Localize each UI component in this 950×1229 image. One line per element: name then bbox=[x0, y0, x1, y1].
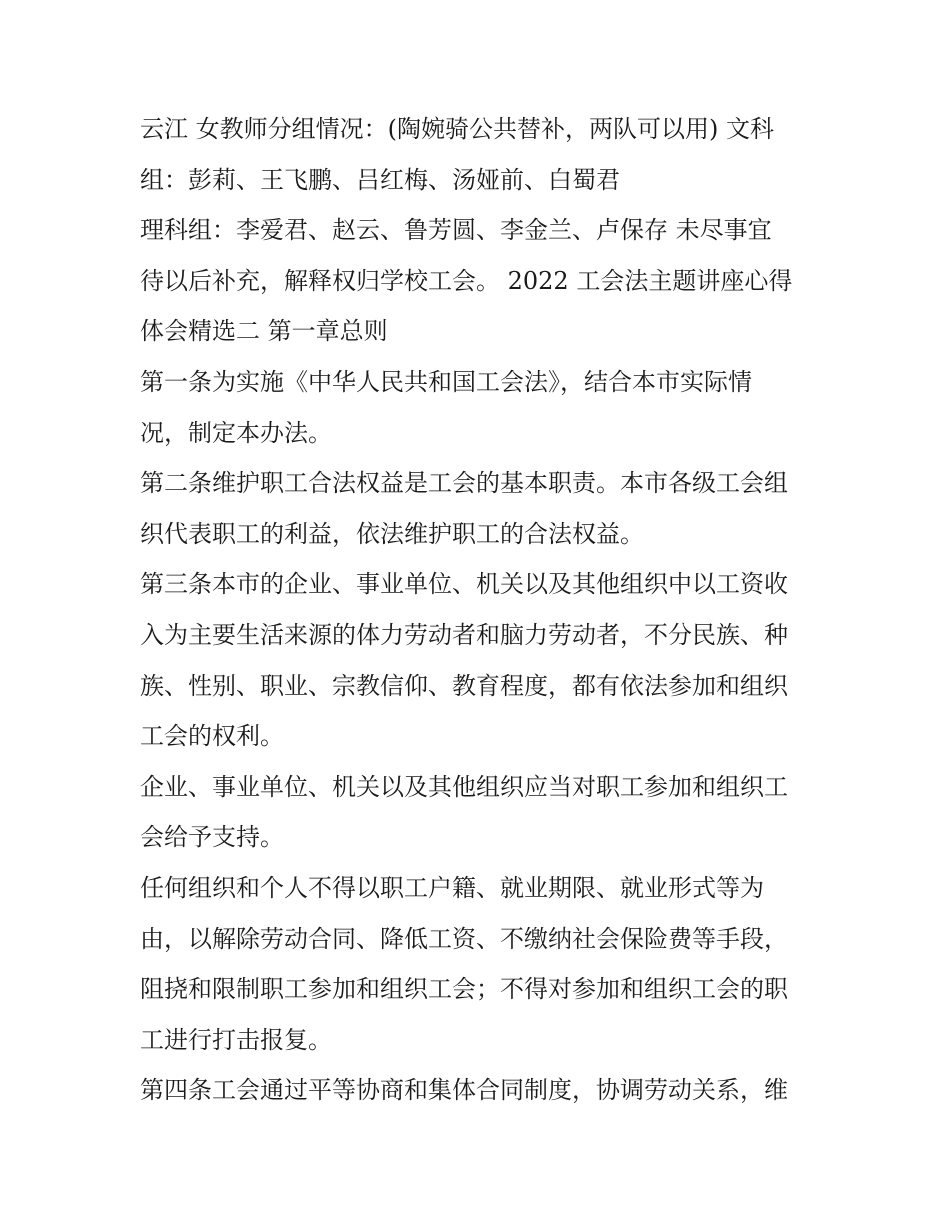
text-line: 织代表职工的利益，依法维护职工的合法权益。 bbox=[140, 519, 644, 548]
text-line: 况，制定本办法。 bbox=[140, 418, 332, 447]
text-line: 组：彭莉、王飞鹏、吕红梅、汤娅前、白蜀君 bbox=[140, 165, 620, 194]
text-line: 入为主要生活来源的体力劳动者和脑力劳动者，不分民族、种 bbox=[140, 620, 788, 649]
text-line: 第四条工会通过平等协商和集体合同制度，协调劳动关系，维 bbox=[140, 1076, 788, 1105]
text-line: 由，以解除劳动合同、降低工资、不缴纳社会保险费等手段， bbox=[140, 924, 788, 953]
text-line: 阻挠和限制职工参加和组织工会；不得对参加和组织工会的职 bbox=[140, 975, 788, 1004]
text-line: 任何组织和个人不得以职工户籍、就业期限、就业形式等为 bbox=[140, 873, 764, 902]
text-line: 第二条维护职工合法权益是工会的基本职责。本市各级工会组 bbox=[140, 469, 788, 498]
text-line: 工进行打击报复。 bbox=[140, 1025, 332, 1054]
text-line: 企业、事业单位、机关以及其他组织应当对职工参加和组织工 bbox=[140, 772, 788, 801]
text-line: 第三条本市的企业、事业单位、机关以及其他组织中以工资收 bbox=[140, 570, 788, 599]
text-line: 族、性别、职业、宗教信仰、教育程度，都有依法参加和组织 bbox=[140, 671, 788, 700]
document-body bbox=[140, 104, 820, 1116]
text-line: 体会精选二 第一章总则 bbox=[140, 317, 388, 346]
text-line: 工会的权利。 bbox=[140, 722, 284, 751]
text-line: 理科组：李爱君、赵云、鲁芳圆、李金兰、卢保存 未尽事宜 bbox=[140, 216, 772, 245]
text-line: 会给予支持。 bbox=[140, 823, 284, 852]
text-line: 第一条为实施《中华人民共和国工会法》，结合本市实际情 bbox=[140, 367, 752, 396]
text-line: 待以后补充，解释权归学校工会。 2022 工会法主题讲座心得 bbox=[140, 266, 793, 295]
text-line: 云江 女教师分组情况：(陶婉骑公共替补，两队可以用) 文科 bbox=[140, 115, 774, 143]
